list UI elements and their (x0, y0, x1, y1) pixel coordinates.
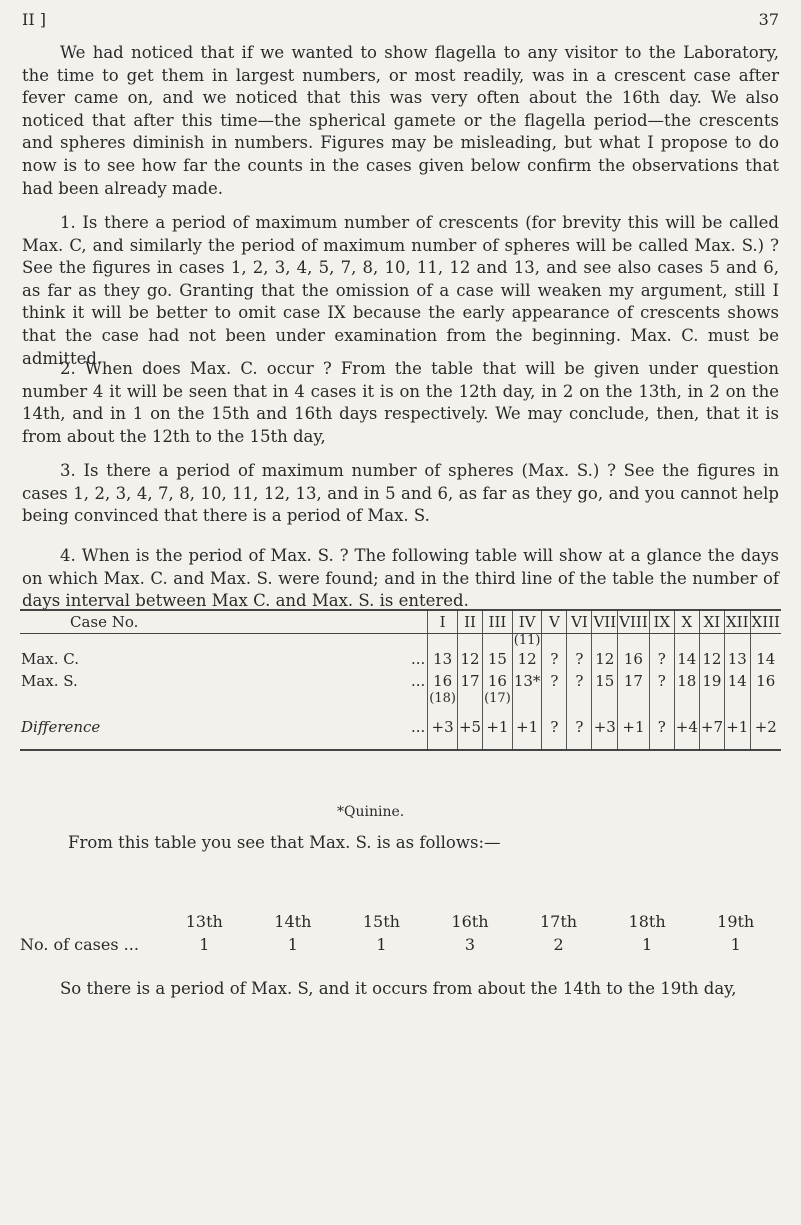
col-header: IV (512, 610, 542, 634)
day-label: 16th (451, 912, 489, 931)
table-cell: 12 (457, 648, 482, 670)
row-dots: ... (410, 672, 426, 690)
col-header: VIII (618, 610, 650, 634)
table-cell: 12 (592, 648, 618, 670)
col-header: X (674, 610, 699, 634)
table-cell: +3 (428, 716, 458, 738)
table-cell: 15 (483, 648, 513, 670)
table-cell: 16 (750, 670, 781, 692)
table-footnote: *Quinine. (337, 804, 405, 820)
table-cell: +1 (483, 716, 513, 738)
count-cell: 1 (642, 935, 653, 954)
paragraph-summary: From this table you see that Max. S. is as follows:— (68, 833, 501, 852)
page-section-mark: II ] (22, 10, 46, 29)
max-c-note-row (20, 634, 781, 649)
paragraph-question-4: 4. When is the period of Max. S. ? The following table will show at a glance the days on which Max. C. and Max. S. were found; and in the third line of the table the number of days interval between Max C. and Max. S. is entered. (22, 546, 779, 611)
paragraph-question-2: 2. When does Max. C. occur ? From the table that will be given under question number 4 it will be seen that in 4 cases it is on the 12th day, in 2 on the 13th, in 2 on the 14th, and in 1 on the 15th and 16th days respectively. We may conclude, then, that it is from about the 12th to the 15th day, (22, 359, 779, 446)
table-cell: 16 (483, 670, 513, 692)
count-cell: 1 (199, 935, 210, 954)
col-header: IX (649, 610, 674, 634)
table-cell: 13 (725, 648, 751, 670)
col-header: VI (567, 610, 592, 634)
table-cell: 14 (725, 670, 751, 692)
table-cell: ? (542, 716, 567, 738)
table-cell: +4 (675, 718, 698, 736)
table-cell: +3 (593, 718, 616, 736)
table-row-difference (20, 716, 781, 738)
table-cell: +1 (618, 716, 650, 738)
row-label: Difference (21, 718, 101, 736)
table-cell: +2 (750, 716, 781, 738)
col-header: I (428, 610, 458, 634)
table-cell: ? (567, 716, 592, 738)
col-header: V (542, 610, 567, 634)
page-number: 37 (758, 10, 779, 29)
table-cell: +7 (700, 718, 723, 736)
count-cell: 1 (287, 935, 298, 954)
col-header: XIII (750, 610, 781, 634)
max-s-note: (18) (429, 691, 456, 706)
table-cell: 17 (457, 670, 482, 692)
table-header-row (20, 610, 781, 634)
col-header: VII (592, 610, 618, 634)
table-row-max-c (20, 648, 781, 670)
row-dots: ... (410, 650, 426, 668)
table-row-max-s (20, 670, 781, 692)
table-cell: 15 (592, 670, 618, 692)
table-cell: +1 (512, 716, 542, 738)
row-label: Max. S. (21, 672, 78, 690)
max-c-note: (11) (513, 633, 541, 648)
table-cell: 18 (674, 670, 699, 692)
table-cell: +1 (726, 718, 749, 736)
max-table (20, 609, 781, 751)
day-label: 17th (539, 912, 578, 931)
table-cell: +5 (458, 718, 482, 736)
count-cell: 2 (553, 935, 564, 954)
day-header-row (20, 910, 780, 933)
col-header: XII (725, 610, 751, 634)
col-header: XI (699, 610, 724, 634)
spacer-row (20, 738, 781, 750)
table-cell: 13* (513, 672, 541, 690)
table-cell: 19 (699, 670, 724, 692)
day-label: 15th (362, 912, 400, 931)
day-label: 13th (185, 912, 223, 931)
row-dots: ... (410, 718, 426, 736)
table-cell: 12 (512, 648, 542, 670)
case-count-row (20, 933, 780, 956)
spacer-row (20, 706, 781, 716)
max-s-note-row (20, 692, 781, 706)
table-cell: 12 (699, 648, 724, 670)
count-cell: 1 (376, 935, 387, 954)
paragraph-intro: We had noticed that if we wanted to show flagella to any visitor to the Laboratory, the time to get them in largest numbers, or most readily, was in a crescent case after fever came on, and we noticed that this was very often about the 16th day. We also noticed that after this time—the spherical gamete or the flagella period—the crescents and spheres diminish in numbers. Figures may be misleading, but what I propose to do now is to see how far the counts in the cases given below confirm the observations that had been already made. (22, 43, 779, 198)
day-label: 19th (717, 912, 755, 931)
table-cell: ? (649, 670, 674, 692)
col-header: III (483, 610, 513, 634)
table-cell: 16 (428, 670, 458, 692)
table-cell: 13 (428, 648, 458, 670)
table-cell: ? (542, 670, 567, 692)
table-cell: ? (567, 648, 592, 670)
max-s-note: (17) (484, 691, 511, 706)
col-header: II (457, 610, 482, 634)
case-no-header: Case No. (20, 610, 428, 634)
paragraph-conclusion: So there is a period of Max. S, and it occurs from about the 14th to the 19th day, (60, 979, 737, 998)
table-cell: ? (542, 648, 567, 670)
table-cell: 14 (750, 648, 781, 670)
day-count-table (20, 910, 780, 956)
count-label: No. of cases ... (20, 935, 139, 954)
day-label: 14th (274, 912, 312, 931)
table-cell: ? (567, 670, 592, 692)
paragraph-question-1: 1. Is there a period of maximum number of crescents (for brevity this will be called Max. C, and similarly the period of maximum number of spheres will be called Max. S.) ? See the figures in cases 1, 2, 3, 4, 5, 7, 8, 10, 11, 12 and 13, and see also cases 5 and 6, as far as they go. Granting that the omission of a case will weaken my argument, still I think it will be better to omit case IX because the early appearance of crescents shows that the case had not been under examination from the beginning. Max. C. must be admitted. (22, 213, 779, 368)
paragraph-question-3: 3. Is there a period of maximum number of spheres (Max. S.) ? See the figures in cases 1, 2, 3, 4, 7, 8, 10, 11, 12, 13, and in 5 and 6, as far as they go, and you cannot help being convinced that there is a period of Max. S. (22, 461, 779, 526)
table-cell: 14 (674, 648, 699, 670)
table-cell: 16 (618, 648, 650, 670)
table-cell: ? (649, 648, 674, 670)
table-cell: 17 (618, 670, 650, 692)
count-cell: 3 (464, 935, 476, 954)
row-label: Max. C. (21, 650, 80, 668)
table-cell: ? (649, 716, 674, 738)
count-cell: 1 (730, 935, 741, 954)
day-label: 18th (628, 912, 666, 931)
